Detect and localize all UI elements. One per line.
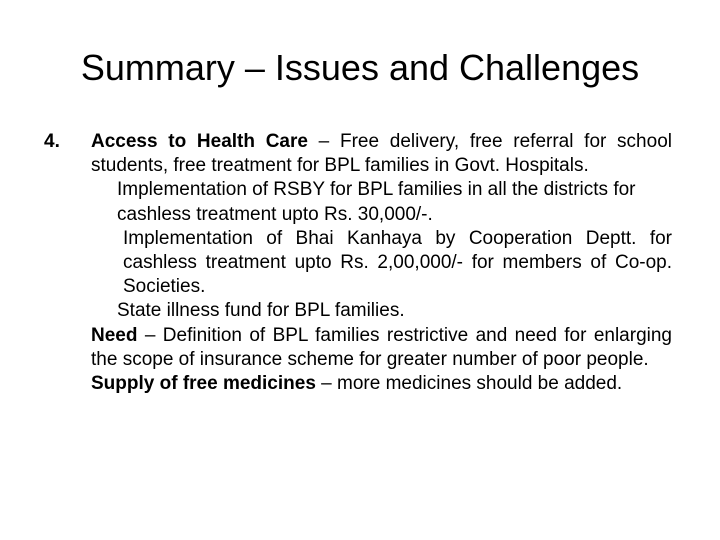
access-text: – Free delivery, free referral for school students, free treatment for BPL families in Govt. Hospitals. [91, 131, 672, 177]
need-text: – Definition of BPL families restrictive and need for enlarging the scope of insurance scheme for greater number of poor people. [91, 324, 672, 370]
paragraph-rsby [91, 178, 672, 226]
paragraph-access-to-health-care [91, 130, 672, 178]
paragraph-bhai-kanhaya [91, 227, 672, 300]
paragraph-state-illness-fund [91, 299, 672, 323]
state-illness-fund-text: State illness fund for BPL families. [117, 300, 405, 322]
access-heading: Access to Health Care [91, 131, 308, 152]
free-medicines-text: – more medicines should be added. [315, 373, 623, 395]
paragraph-free-medicines [91, 372, 672, 396]
bhai-kanhaya-text: Implementation of Bhai Kanhaya by Cooperation Deptt. for cashless treatment upto Rs. 2,00,000/- for members of Co-op. Societies. [123, 227, 672, 298]
paragraph-need [91, 324, 672, 372]
rsby-text: Implementation of RSBY for BPL families in all the districts for cashless treatment upto Rs. 30,000/-. [117, 179, 636, 225]
summary-body [91, 130, 672, 396]
slide-title: Summary – Issues and Challenges [80, 47, 640, 88]
item-number: 4. [44, 131, 60, 152]
need-heading: Need [91, 324, 138, 346]
free-medicines-heading: Supply of free medicines [91, 373, 316, 395]
